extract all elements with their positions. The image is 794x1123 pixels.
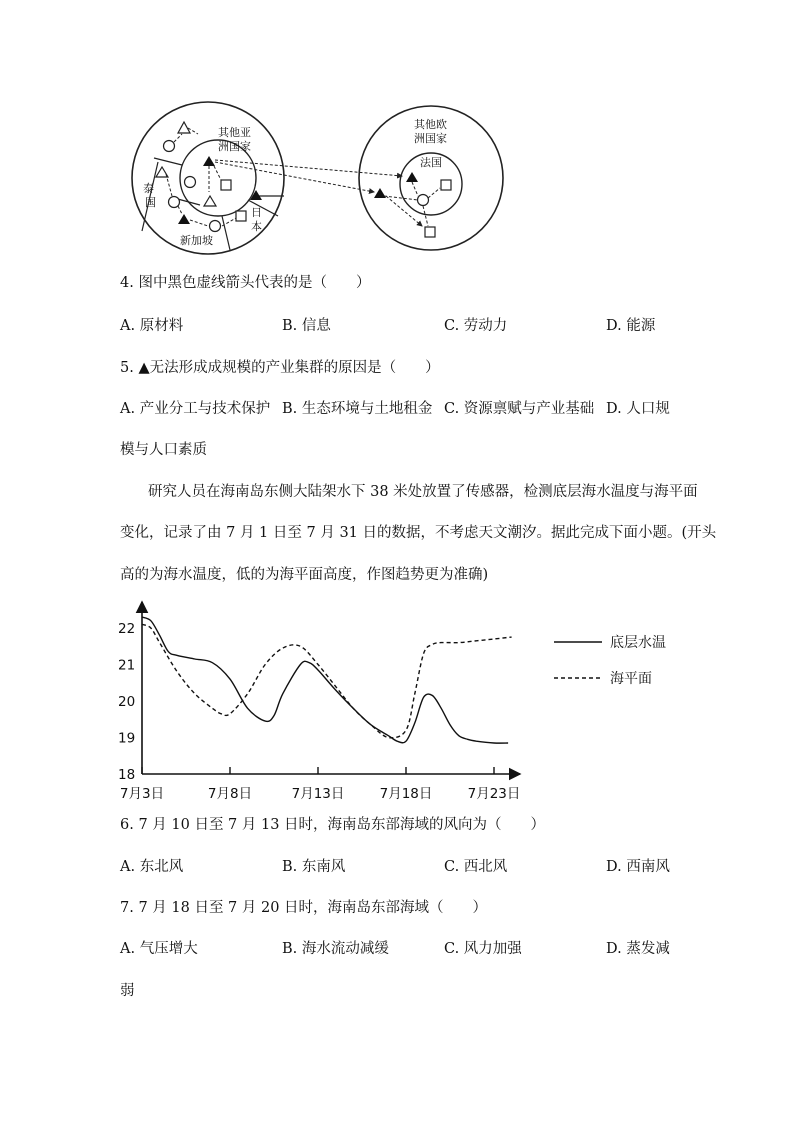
question-4-option-a[interactable]: A. 原材料	[120, 318, 184, 334]
question-7-option-d-continuation: 弱	[120, 983, 135, 999]
region-divider-4	[222, 216, 230, 250]
question-7-option-c[interactable]: C. 风力加强	[444, 941, 522, 957]
passage-line-3: 高的为海水温度，低的为海平面高度，作图趋势更为准确)	[120, 567, 489, 583]
question-4-option-d[interactable]: D. 能源	[606, 318, 656, 334]
question-5-stem: 5. ▲无法形成成规模的产业集群的原因是（ ）	[120, 360, 440, 376]
label-other-asia-1: 其他亚	[218, 126, 251, 139]
series-line-bottom-water-temp	[142, 617, 508, 743]
label-thailand-1: 泰	[143, 182, 154, 195]
question-6-stem: 6. 7 月 10 日至 7 月 13 日时，海南岛东部海域的风向为（ ）	[120, 817, 546, 833]
label-other-europe-1: 其他欧	[414, 118, 447, 131]
label-france: 法国	[420, 156, 442, 169]
circle-symbol	[210, 221, 221, 232]
question-7-option-d[interactable]: D. 蒸发减	[606, 941, 670, 957]
question-7-option-b[interactable]: B. 海水流动减缓	[282, 941, 389, 957]
triangle-filled-symbol	[203, 156, 215, 166]
region-divider-1	[154, 158, 182, 165]
question-5-option-d[interactable]: D. 人口规	[606, 401, 670, 417]
question-4-option-b[interactable]: B. 信息	[282, 318, 331, 334]
question-7-stem: 7. 7 月 18 日至 7 月 20 日时，海南岛东部海域（ ）	[120, 900, 488, 916]
question-6-option-b[interactable]: B. 东南风	[282, 859, 346, 875]
label-japan-1: 日	[251, 206, 262, 219]
triangle-filled-symbol	[178, 214, 190, 224]
circle-symbol	[418, 195, 429, 206]
question-6-option-c[interactable]: C. 西北风	[444, 859, 508, 875]
triangle-open-symbol	[204, 196, 216, 206]
square-symbol	[221, 180, 231, 190]
label-thailand-2: 国	[145, 196, 156, 209]
triangle-filled-symbol	[406, 172, 418, 182]
square-symbol	[441, 180, 451, 190]
x-tick-label: 7月13日	[291, 786, 345, 802]
question-6-option-a[interactable]: A. 东北风	[120, 859, 184, 875]
question-6-option-d[interactable]: D. 西南风	[606, 859, 670, 875]
square-symbol	[425, 227, 435, 237]
label-singapore: 新加坡	[180, 234, 213, 247]
y-tick-label: 19	[118, 730, 136, 747]
legend-label: 海平面	[610, 671, 652, 687]
question-5-option-c[interactable]: C. 资源禀赋与产业基础	[444, 401, 595, 417]
square-symbol	[236, 211, 246, 221]
circle-symbol	[164, 141, 175, 152]
x-tick-label: 7月8日	[207, 786, 253, 802]
y-tick-label: 18	[118, 767, 136, 783]
x-tick-label: 7月18日	[379, 786, 433, 802]
label-japan-2: 本	[251, 220, 262, 233]
x-tick-label: 7月23日	[467, 786, 521, 802]
passage-line-1: 研究人员在海南岛东侧大陆架水下 38 米处放置了传感器，检测底层海水温度与海平面	[148, 484, 698, 500]
question-4-stem: 4. 图中黑色虚线箭头代表的是（ ）	[120, 275, 371, 291]
x-tick-label: 7月3日	[119, 786, 165, 802]
circle-symbol	[169, 197, 180, 208]
circle-symbol	[185, 177, 196, 188]
question-5-option-b[interactable]: B. 生态环境与土地租金	[282, 401, 433, 417]
industry-flow-diagram	[118, 100, 538, 260]
y-tick-label: 20	[118, 694, 136, 710]
question-7-option-a[interactable]: A. 气压增大	[120, 941, 198, 957]
legend-label: 底层水温	[610, 635, 666, 651]
question-5-option-a[interactable]: A. 产业分工与技术保护	[120, 401, 271, 417]
label-other-europe-2: 洲国家	[414, 132, 447, 145]
triangle-open-symbol	[178, 122, 190, 133]
y-tick-label: 21	[118, 657, 136, 674]
passage-line-2: 变化，记录了由 7 月 1 日至 7 月 31 日的数据，不考虑天文潮汐。据此完成下面小题。(开头	[120, 525, 717, 541]
y-tick-label: 22	[118, 621, 136, 637]
question-5-option-d-continuation: 模与人口素质	[120, 442, 207, 458]
europe-flow-arrows	[384, 182, 440, 226]
water-temp-sea-level-chart	[110, 598, 710, 808]
label-other-asia-2: 洲国家	[218, 140, 251, 153]
question-4-option-c[interactable]: C. 劳动力	[444, 318, 508, 334]
